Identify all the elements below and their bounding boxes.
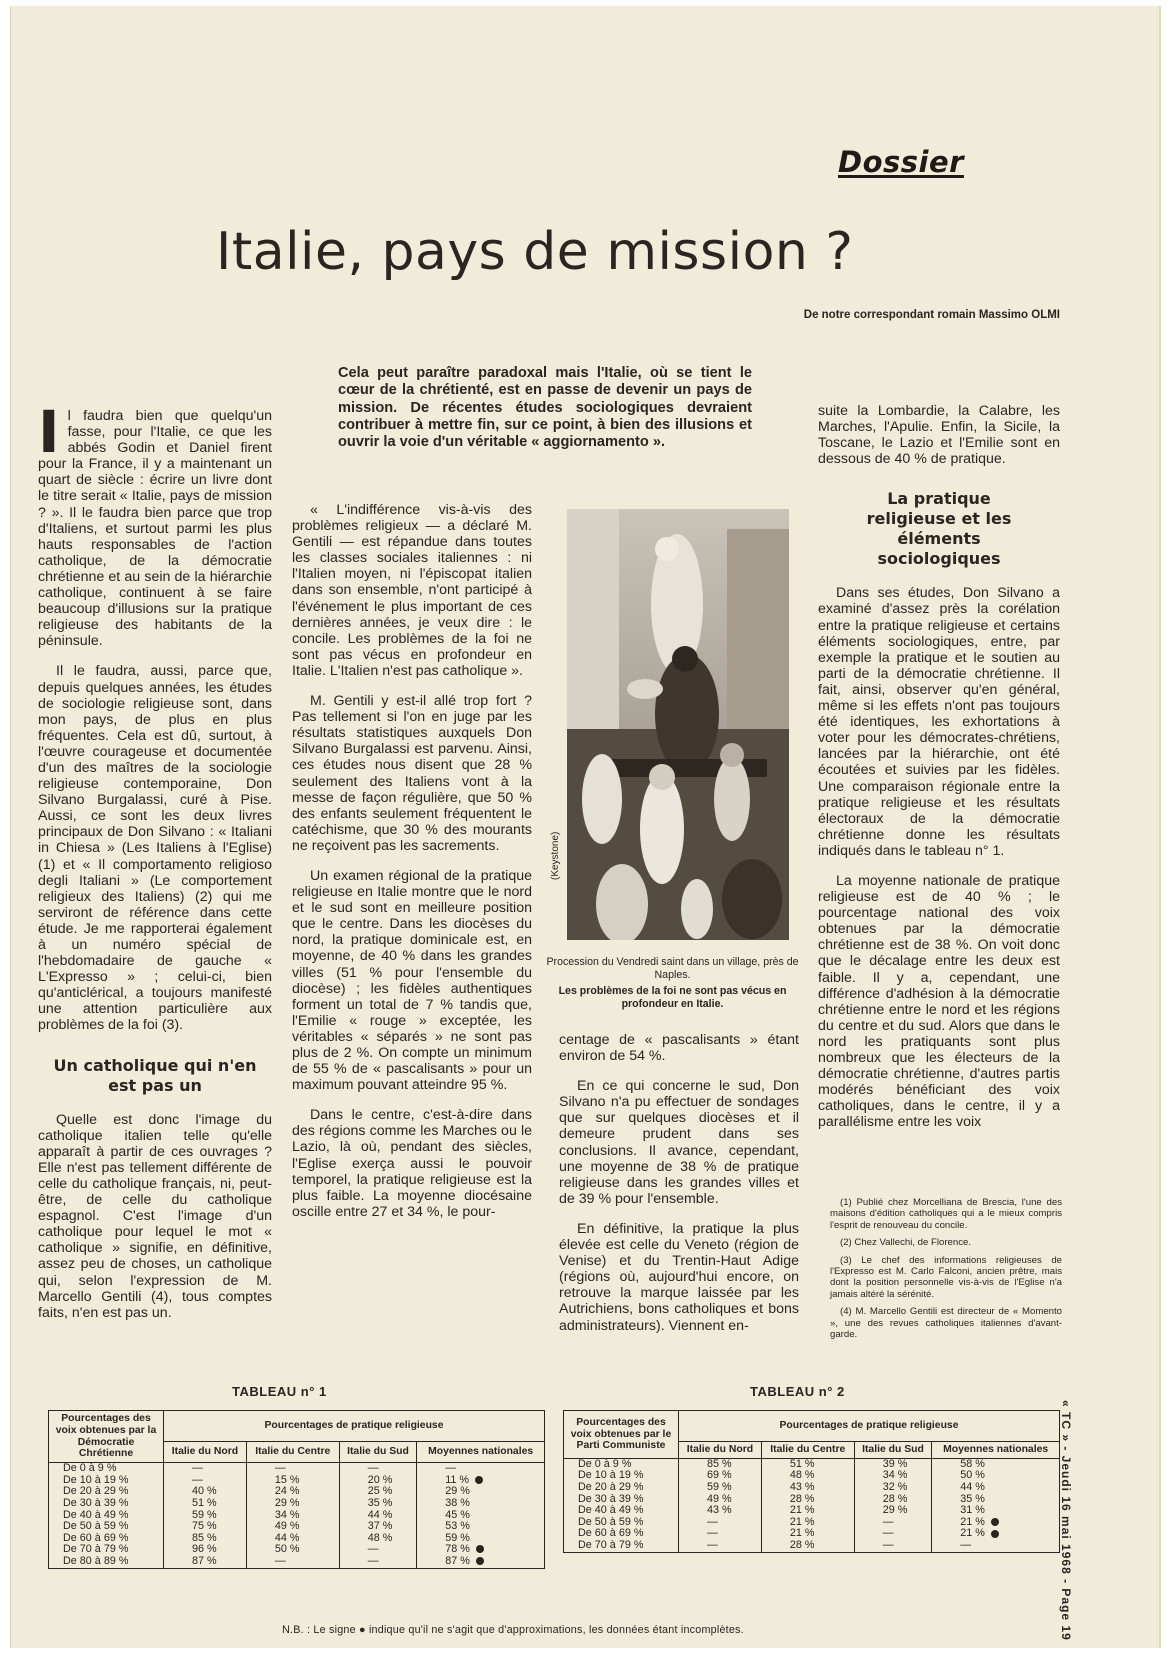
cell-centre: 43 % <box>761 1482 854 1494</box>
table-row <box>49 1556 545 1568</box>
procession-photo-illustration <box>567 509 789 940</box>
column-header: Moyennes nationales <box>932 1442 1060 1459</box>
cell-range: De 70 à 79 % <box>49 1544 164 1556</box>
article-lead: Cela peut paraître paradoxal mais l'Italie, où se tient le cœur de la chrétienté, est en passe de devenir un pays de mission. De récentes études sociologiques devraient contribuer à mettre fin, sur ce point, à bien des illusions et ouvrir la voie d'un véritable « aggiornamento ». <box>338 365 752 451</box>
column-header: Italie du Centre <box>246 1442 339 1463</box>
cell-sud: 44 % <box>339 1510 416 1522</box>
cell-moy: 31 % <box>932 1505 1060 1517</box>
cell-sud: 32 % <box>854 1482 931 1494</box>
paragraph: La moyenne nationale de pratique religieuse est de 40 % ; le pourcentage national des voix obtenues par la démocratie chrétienne est de 38 %. On voit donc que le décalage entre les deux est faible. Il y a, cependant, une différence d'adhésion à la démocratie chrétienne entre le nord et les régions du centre et du sud. Alors que dans le nord les pratiquants sont plus nombreux que les électeurs de la démocratie chrétienne, d'autres partis modérés bénéficiant des voix catholiques, dans le centre, il y a parallélisme entre les voix <box>818 872 1060 1131</box>
approximation-dot-icon <box>991 1530 999 1538</box>
paragraph: M. Gentili y est-il allé trop fort ? Pas tellement si l'on en juge par les résultats statistiques auxquels Don Silvano Burgalassi est parvenu. Ainsi, ces études nous disent que 28 % seulement des Italiens vont à la messe de façon régulière, que 50 % des enfants seulement fréquentent le catéchisme, que 30 % des mourants ne reçoivent pas les sacrements. <box>292 693 532 854</box>
paragraph: Un examen régional de la pratique religieuse en Italie montre que le nord et le sud sont en meilleure position que le centre. Dans les diocèses du nord, la pratique dominicale est, en moyenne, de 40 % dans les grandes villes (51 % pour l'ensemble du diocèse) ; les fidèles authentiques forment un total de 7 % tandis que, l'Emilie « rouge » exceptée, les véritables « séparés » ne sont pas plus de 2 %. On compte un minimum de 55 % de « pascalisants » pour un maximum pouvant atteindre 95 %. <box>292 867 532 1094</box>
cell-nord: — <box>679 1540 762 1552</box>
cell-range: De 40 à 49 % <box>49 1510 164 1522</box>
cell-sud: 28 % <box>854 1494 931 1506</box>
cell-nord: 40 % <box>164 1486 247 1498</box>
table-2-title: TABLEAU n° 2 <box>750 1384 845 1399</box>
cell-moy: 59 % <box>417 1533 545 1545</box>
cell-nord: 49 % <box>679 1494 762 1506</box>
cell-centre: 21 % <box>761 1528 854 1540</box>
section-kicker: Dossier <box>838 145 964 179</box>
cell-nord: 51 % <box>164 1498 247 1510</box>
cell-nord: — <box>164 1475 247 1487</box>
row-header: Pourcentages des voix obtenues par la Démocratie Chrétienne <box>49 1411 164 1463</box>
table-note: N.B. : Le signe ● indique qu'il ne s'agit que d'approximations, les données étant incomplètes. <box>282 1624 744 1636</box>
cell-centre: 50 % <box>246 1544 339 1556</box>
cell-range: De 60 à 69 % <box>49 1533 164 1545</box>
column-header: Moyennes nationales <box>417 1442 545 1463</box>
cell-centre: 49 % <box>246 1521 339 1533</box>
cell-moy: 78 % <box>417 1544 545 1556</box>
cell-centre: — <box>246 1463 339 1475</box>
footnote: (1) Publié chez Morcelliana de Brescia, l'une des maisons d'édition catholiques qui a le mieux compris l'esprit de renouveau du concile. <box>830 1197 1062 1231</box>
approximation-dot-icon <box>991 1518 999 1526</box>
cell-centre: 44 % <box>246 1533 339 1545</box>
cell-moy: — <box>417 1463 545 1475</box>
cell-moy: 45 % <box>417 1510 545 1522</box>
paragraph: Dans le centre, c'est-à-dire dans des régions comme les Marches ou le Lazio, là où, pendant des siècles, l'Eglise exerça aussi le pouvoir temporel, la pratique religieuse est la plus faible. La moyenne diocésaine oscille entre 27 et 34 %, le pour- <box>292 1107 532 1220</box>
cell-range: De 30 à 39 % <box>564 1494 679 1506</box>
column-3 <box>559 1032 799 1348</box>
footnote: (4) M. Marcello Gentili est directeur de « Momento », une des revues catholiques italiennes d'avant-garde. <box>830 1306 1062 1341</box>
cell-moy: 50 % <box>932 1470 1060 1482</box>
cell-nord: 59 % <box>679 1482 762 1494</box>
cell-range: De 0 à 9 % <box>564 1458 679 1470</box>
table-1 <box>48 1410 545 1569</box>
cell-sud: — <box>854 1517 931 1529</box>
cell-nord: 75 % <box>164 1521 247 1533</box>
cell-sud: 48 % <box>339 1533 416 1545</box>
paragraph: Quelle est donc l'image du catholique italien telle qu'elle apparaît à partir de ces ouvrages ? Elle n'est pas tellement différente de celle du catholique français, ni, peut-être, de celle du catholique espagnol. C'est l'image d'un catholique pour lequel le mot « catholique » signifie, en définitive, assez peu de choses, un catholique qui, selon l'expression de M. Marcello Gentili (4), tous comptes faits, n'en est pas un. <box>38 1111 272 1321</box>
photo-credit: (Keystone) <box>550 831 561 880</box>
column-1 <box>38 398 272 1335</box>
row-header: Pourcentages des voix obtenues par le Parti Communiste <box>564 1411 679 1459</box>
group-header: Pourcentages de pratique religieuse <box>164 1411 545 1442</box>
cell-nord: 59 % <box>164 1510 247 1522</box>
table-body <box>564 1458 1060 1552</box>
column-header: Italie du Nord <box>164 1442 247 1463</box>
cell-range: De 50 à 59 % <box>564 1517 679 1529</box>
footnotes <box>830 1197 1062 1346</box>
cell-nord: 85 % <box>679 1458 762 1470</box>
cell-sud: — <box>339 1556 416 1568</box>
table-row <box>564 1540 1060 1552</box>
cell-moy: 53 % <box>417 1521 545 1533</box>
cell-sud: 20 % <box>339 1475 416 1487</box>
table-1-title: TABLEAU n° 1 <box>232 1384 327 1399</box>
column-4 <box>818 403 1060 1144</box>
cell-moy: 58 % <box>932 1458 1060 1470</box>
cell-sud: 37 % <box>339 1521 416 1533</box>
table-2 <box>563 1410 1060 1553</box>
cell-range: De 40 à 49 % <box>564 1505 679 1517</box>
paragraph: « L'indifférence vis-à-vis des problèmes religieux — a déclaré M. Gentili — est répandue dans toutes les classes sociales italiennes : ni l'Italien moyen, ni l'épiscopat italien dans son ensemble, n'ont participé à l'événement le plus important de ces dernières années, je veux dire : le concile. Les problèmes de la foi ne sont pas vécus en profondeur en Italie. L'Italien n'est pas catholique ». <box>292 502 532 679</box>
procession-photo <box>567 509 789 940</box>
paragraph: suite la Lombardie, la Calabre, les Marches, l'Apulie. Enfin, la Sicile, la Toscane, le Lazio et l'Emilie sont en dessous de 40 % de pratique. <box>818 403 1060 468</box>
paragraph: centage de « pascalisants » étant environ de 54 %. <box>559 1032 799 1065</box>
cell-range: De 30 à 39 % <box>49 1498 164 1510</box>
cell-moy: 35 % <box>932 1494 1060 1506</box>
approximation-dot-icon <box>475 1476 483 1484</box>
cell-range: De 0 à 9 % <box>49 1463 164 1475</box>
cell-sud: 35 % <box>339 1498 416 1510</box>
paragraph: En définitive, la pratique la plus élevée est celle du Veneto (région de Venise) et du Trentin-Haut Adige (régions où, aujourd'hui encore, on retrouve la marque laissée par les Autrichiens, bons catholiques et bons administrateurs). Viennent en- <box>559 1220 799 1334</box>
column-header: Italie du Sud <box>339 1442 416 1463</box>
cell-range: De 80 à 89 % <box>49 1556 164 1568</box>
cell-centre: 24 % <box>246 1486 339 1498</box>
caption-line: Procession du Vendredi saint dans un village, près de Naples. <box>546 956 799 981</box>
column-2 <box>292 502 532 1234</box>
cell-moy: 21 % <box>932 1517 1060 1529</box>
section-subhead: Un catholique qui n'en est pas un <box>53 1055 257 1095</box>
cell-moy: 11 % <box>417 1475 545 1487</box>
cell-nord: 69 % <box>679 1470 762 1482</box>
cell-centre: 28 % <box>761 1540 854 1552</box>
section-subhead: La pratique religieuse et les éléments sociologiques <box>866 489 1012 569</box>
table-body <box>49 1463 545 1568</box>
cell-moy: 21 % <box>932 1528 1060 1540</box>
cell-nord: 87 % <box>164 1556 247 1568</box>
cell-centre: 28 % <box>761 1494 854 1506</box>
cell-sud: — <box>854 1540 931 1552</box>
approximation-dot-icon <box>476 1545 484 1553</box>
cell-nord: 85 % <box>164 1533 247 1545</box>
footnote: (3) Le chef des informations religieuses de l'Expresso est M. Carlo Falconi, ancien prêtre, mais dont la position personnelle vis-à-vis de l'Eglise n'a jamais altéré la sérénité. <box>830 1254 1062 1300</box>
page-folio: « TC » - Jeudi 16 mai 1968 - Page 19 <box>1059 1400 1073 1641</box>
cell-sud: 39 % <box>854 1458 931 1470</box>
paragraph: En ce qui concerne le sud, Don Silvano n'a pu effectuer de sondages que sur quelques diocèses et il demeure prudent dans ses conclusions. Il avance, cependant, une moyenne de 38 % de pratique religieuse dans les grandes villes et de 39 % pour l'ensemble. <box>559 1078 799 1207</box>
cell-moy: 87 % <box>417 1556 545 1568</box>
column-header: Italie du Sud <box>854 1442 931 1459</box>
cell-nord: — <box>679 1528 762 1540</box>
cell-sud: — <box>339 1463 416 1475</box>
cell-centre: 51 % <box>761 1458 854 1470</box>
cell-moy: — <box>932 1540 1060 1552</box>
cell-nord: — <box>679 1517 762 1529</box>
cell-centre: 34 % <box>246 1510 339 1522</box>
cell-nord: 96 % <box>164 1544 247 1556</box>
cell-range: De 20 à 29 % <box>49 1486 164 1498</box>
cell-sud: — <box>854 1528 931 1540</box>
cell-range: De 50 à 59 % <box>49 1521 164 1533</box>
paragraph: Dans ses études, Don Silvano a examiné d'assez près la corélation entre la pratique religieuse et certains éléments sociologiques, entre, par exemple la pratique et le soutien au parti de la démocratie chrétienne. Il fait, ainsi, observer qu'en général, même si les effets n'ont pas toujours été identiques, les exhortations à voter pour les démocrates-chrétiens, lancées par la hiérarchie, ont été écoutées et suivies par les fidèles. Une comparaison régionale entre la pratique religieuse et les résultats électoraux de la démocratie chrétienne donne les résultats indiqués dans le tableau n° 1. <box>818 585 1060 859</box>
cell-range: De 70 à 79 % <box>564 1540 679 1552</box>
paragraph: Il faudra bien que quelqu'un fasse, pour l'Italie, ce que les abbés Godin et Daniel firent pour la France, il y a maintenant un quart de siècle : écrire un livre dont le titre serait « Italie, pays de mission ? ». Il le faudra bien parce que trop d'Italiens, et surtout parmi les plus hauts responsables de l'action catholique, de la démocratie chrétienne et au sein de la hiérarchie catholique, continuent à se faire beaucoup d'illusions sur la pratique religieuse des habitants de la péninsule. <box>38 398 272 650</box>
cell-sud: 25 % <box>339 1486 416 1498</box>
cell-range: De 60 à 69 % <box>564 1528 679 1540</box>
cell-nord: — <box>164 1463 247 1475</box>
cell-range: De 10 à 19 % <box>49 1475 164 1487</box>
approximation-dot-icon <box>476 1557 484 1565</box>
cell-centre: 48 % <box>761 1470 854 1482</box>
paragraph: Il le faudra, aussi, parce que, depuis quelques années, les études de sociologie religieuse sont, dans mon pays, de plus en plus fréquentes. Cela est dû, surtout, à l'œuvre courageuse et documentée d'un des maîtres de la sociologie religieuse contemporaine, Don Silvano Burgalassi, curé à Pise. Aussi, ce sont les deux livres principaux de Don Silvano : « Italiani in Chiesa » (Les Italiens à l'Eglise) (1) et « Il comportamento religioso degli Italiani » (Le comportement religieux des Italiens) (2) qui me serviront de référence dans cette étude. Je me rapporterai également à un numéro spécial de l'hebdomadaire de gauche « L'Expresso » ; celui-ci, bien qu'anticlérical, a toujours manifesté une attention particulière aux problèmes de la foi (3). <box>38 663 272 1034</box>
cell-sud: — <box>339 1544 416 1556</box>
photo-caption <box>545 956 800 1011</box>
cell-moy: 29 % <box>417 1486 545 1498</box>
cell-range: De 20 à 29 % <box>564 1482 679 1494</box>
article-headline: Italie, pays de mission ? <box>216 222 854 282</box>
cell-moy: 44 % <box>932 1482 1060 1494</box>
column-header: Italie du Nord <box>679 1442 762 1459</box>
group-header: Pourcentages de pratique religieuse <box>679 1411 1060 1442</box>
drop-cap: I <box>38 398 60 466</box>
cell-sud: 29 % <box>854 1505 931 1517</box>
cell-centre: 29 % <box>246 1498 339 1510</box>
cell-centre: 21 % <box>761 1517 854 1529</box>
cell-moy: 38 % <box>417 1498 545 1510</box>
cell-range: De 10 à 19 % <box>564 1470 679 1482</box>
byline: De notre correspondant romain Massimo OLMI <box>803 309 1060 321</box>
cell-nord: 43 % <box>679 1505 762 1517</box>
caption-line-bold: Les problèmes de la foi ne sont pas vécus en profondeur en Italie. <box>558 985 787 1010</box>
column-header: Italie du Centre <box>761 1442 854 1459</box>
cell-centre: — <box>246 1556 339 1568</box>
footnote: (2) Chez Vallechi, de Florence. <box>840 1237 971 1249</box>
cell-centre: 21 % <box>761 1505 854 1517</box>
cell-sud: 34 % <box>854 1470 931 1482</box>
cell-centre: 15 % <box>246 1475 339 1487</box>
